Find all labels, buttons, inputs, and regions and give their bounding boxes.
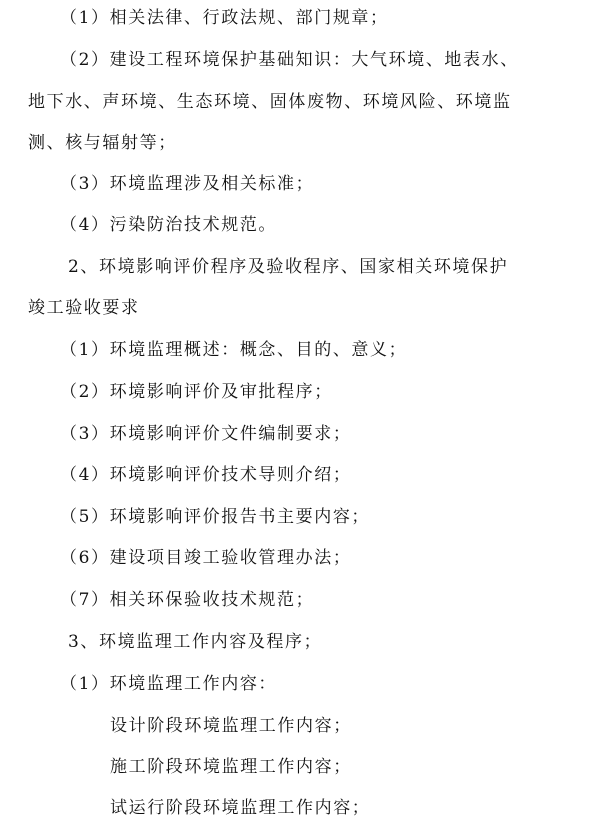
section-heading-2-cont: 竣工验收要求 <box>28 298 140 318</box>
section-heading-3: 3、环境监理工作内容及程序； <box>68 632 323 652</box>
list-item-2-1: （1）环境监理概述：概念、目的、意义； <box>60 340 408 360</box>
list-item-3-1: （1）环境监理工作内容： <box>60 674 278 694</box>
list-item-2-6: （6）建设项目竣工验收管理办法； <box>60 548 352 568</box>
list-item-1-1: （1）相关法律、行政法规、部门规章； <box>60 8 389 28</box>
sub-item-construction-stage: 施工阶段环境监理工作内容； <box>110 757 352 777</box>
list-item-1-2: （2）建设工程环境保护基础知识：大气环境、地表水、 <box>60 50 519 70</box>
sub-item-trial-operation-stage: 试运行阶段环境监理工作内容； <box>110 798 371 818</box>
sub-item-design-stage: 设计阶段环境监理工作内容； <box>110 716 352 736</box>
list-item-2-7: （7）相关环保验收技术规范； <box>60 590 315 610</box>
list-item-2-4: （4）环境影响评价技术导则介绍； <box>60 465 352 485</box>
section-heading-2: 2、环境影响评价程序及验收程序、国家相关环境保护 <box>68 257 509 277</box>
list-item-2-3: （3）环境影响评价文件编制要求； <box>60 424 352 444</box>
list-item-2-2: （2）环境影响评价及审批程序； <box>60 382 333 402</box>
list-item-1-3: （3）环境监理涉及相关标准； <box>60 174 315 194</box>
list-item-1-4: （4）污染防治技术规范。 <box>60 215 278 235</box>
list-item-1-2-cont-2: 测、核与辐射等； <box>28 133 177 153</box>
list-item-2-5: （5）环境影响评价报告书主要内容； <box>60 507 371 527</box>
list-item-1-2-cont-1: 地下水、声环境、生态环境、固体废物、环境风险、环境监 <box>28 92 512 112</box>
